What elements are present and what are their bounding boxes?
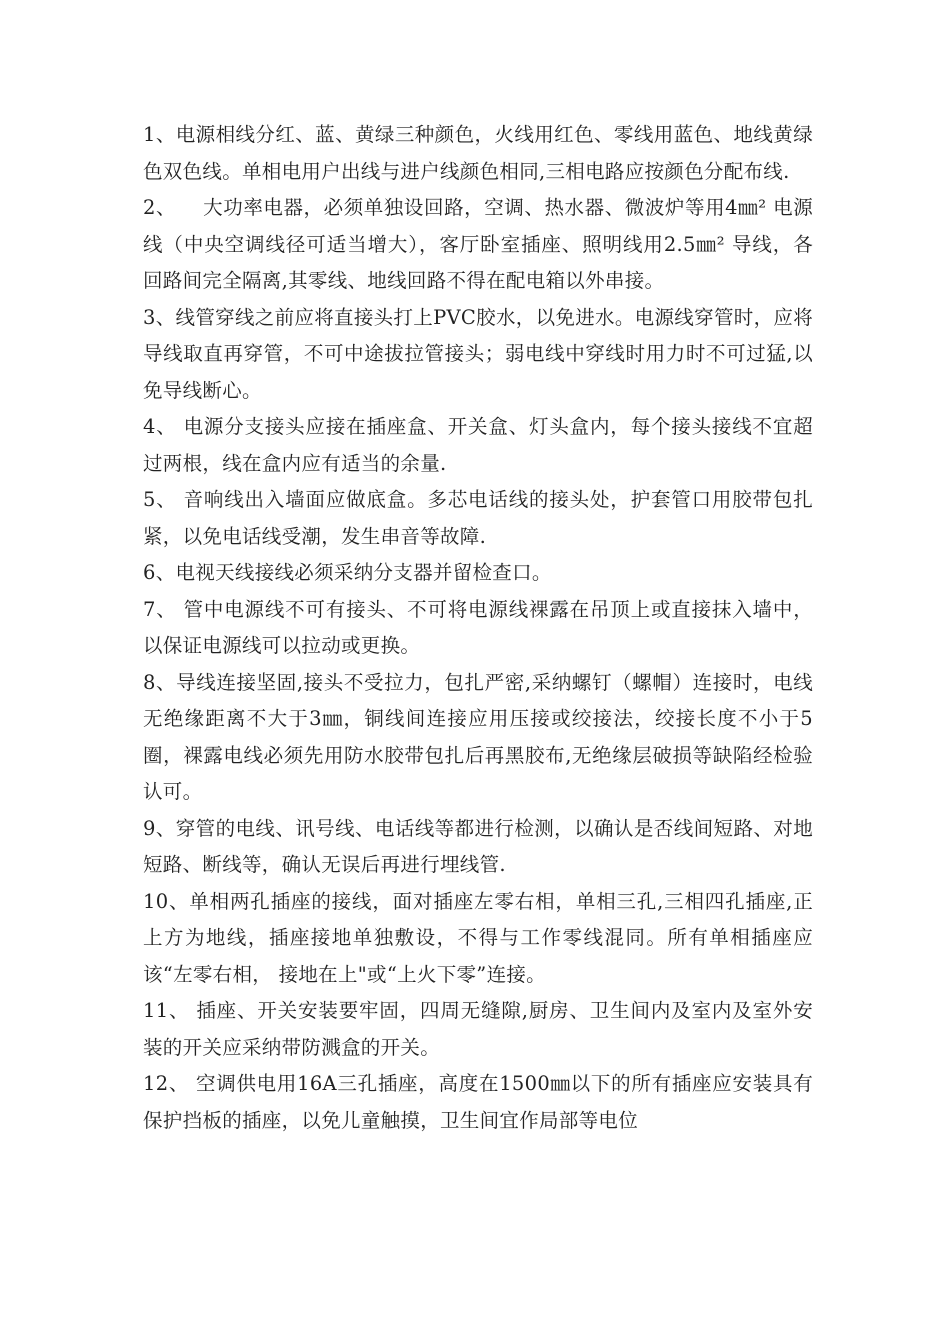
- paragraph-10: 10、单相两孔插座的接线，面对插座左零右相，单相三孔,三相四孔插座,正上方为地线，插座接地单独敷设，不得与工作零线混同。所有单相插座应该“左零右相， 接地在上"或“上火下零”连接。: [143, 889, 813, 986]
- paragraph-9: 9、穿管的电线、讯号线、电话线等都进行检测，以确认是否线间短路、对地短路、断线等，确认无误后再进行埋线管.: [143, 816, 813, 876]
- paragraph-5: 5、 音响线出入墙面应做底盒。多芯电话线的接头处，护套管口用胶带包扎紧，以免电话线受潮，发生串音等故障.: [143, 488, 813, 548]
- paragraph-11: 11、 插座、开关安装要牢固，四周无缝隙,厨房、卫生间内及室内及室外安装的开关应采纳带防溅盒的开关。: [143, 999, 813, 1059]
- document-body: [143, 117, 813, 1139]
- paragraph-7: 7、 管中电源线不可有接头、不可将电源线裸露在吊顶上或直接抹入墙中，以保证电源线可以拉动或更换。: [143, 597, 813, 657]
- paragraph-8: 8、导线连接坚固,接头不受拉力，包扎严密,采纳螺钉（螺帽）连接时，电线无绝缘距离不大于3㎜，铜线间连接应用压接或绞接法，绞接长度不小于5圈，裸露电线必须先用防水胶带包扎后再黑胶布,无绝缘层破损等缺陷经检验认可。: [143, 670, 813, 803]
- paragraph-6: 6、电视天线接线必须采纳分支器并留检查口。: [143, 561, 552, 584]
- paragraph-1: 1、电源相线分红、蓝、黄绿三种颜色，火线用红色、零线用蓝色、地线黄绿色双色线。单相电用户出线与进户线颜色相同,三相电路应按颜色分配布线.: [143, 123, 813, 183]
- paragraph-12: 12、 空调供电用16A三孔插座，高度在1500㎜以下的所有插座应安装具有保护挡板的插座，以免儿童触摸，卫生间宜作局部等电位: [143, 1072, 813, 1132]
- paragraph-4: 4、 电源分支接头应接在插座盒、开关盒、灯头盒内，每个接头接线不宜超过两根，线在盒内应有适当的余量.: [143, 415, 813, 475]
- paragraph-2: 2、 大功率电器，必须单独设回路，空调、热水器、微波炉等用4㎜² 电源线（中央空调线径可适当增大），客厅卧室插座、照明线用2.5㎜² 导线，各回路间完全隔离,其零线、地线回路不得在配电箱以外串接。: [143, 196, 813, 292]
- paragraph-3: 3、线管穿线之前应将直接头打上PVC胶水，以免进水。电源线穿管时，应将导线取直再穿管，不可中途拔拉管接头；弱电线中穿线时用力时不可过猛,以免导线断心。: [143, 305, 813, 402]
